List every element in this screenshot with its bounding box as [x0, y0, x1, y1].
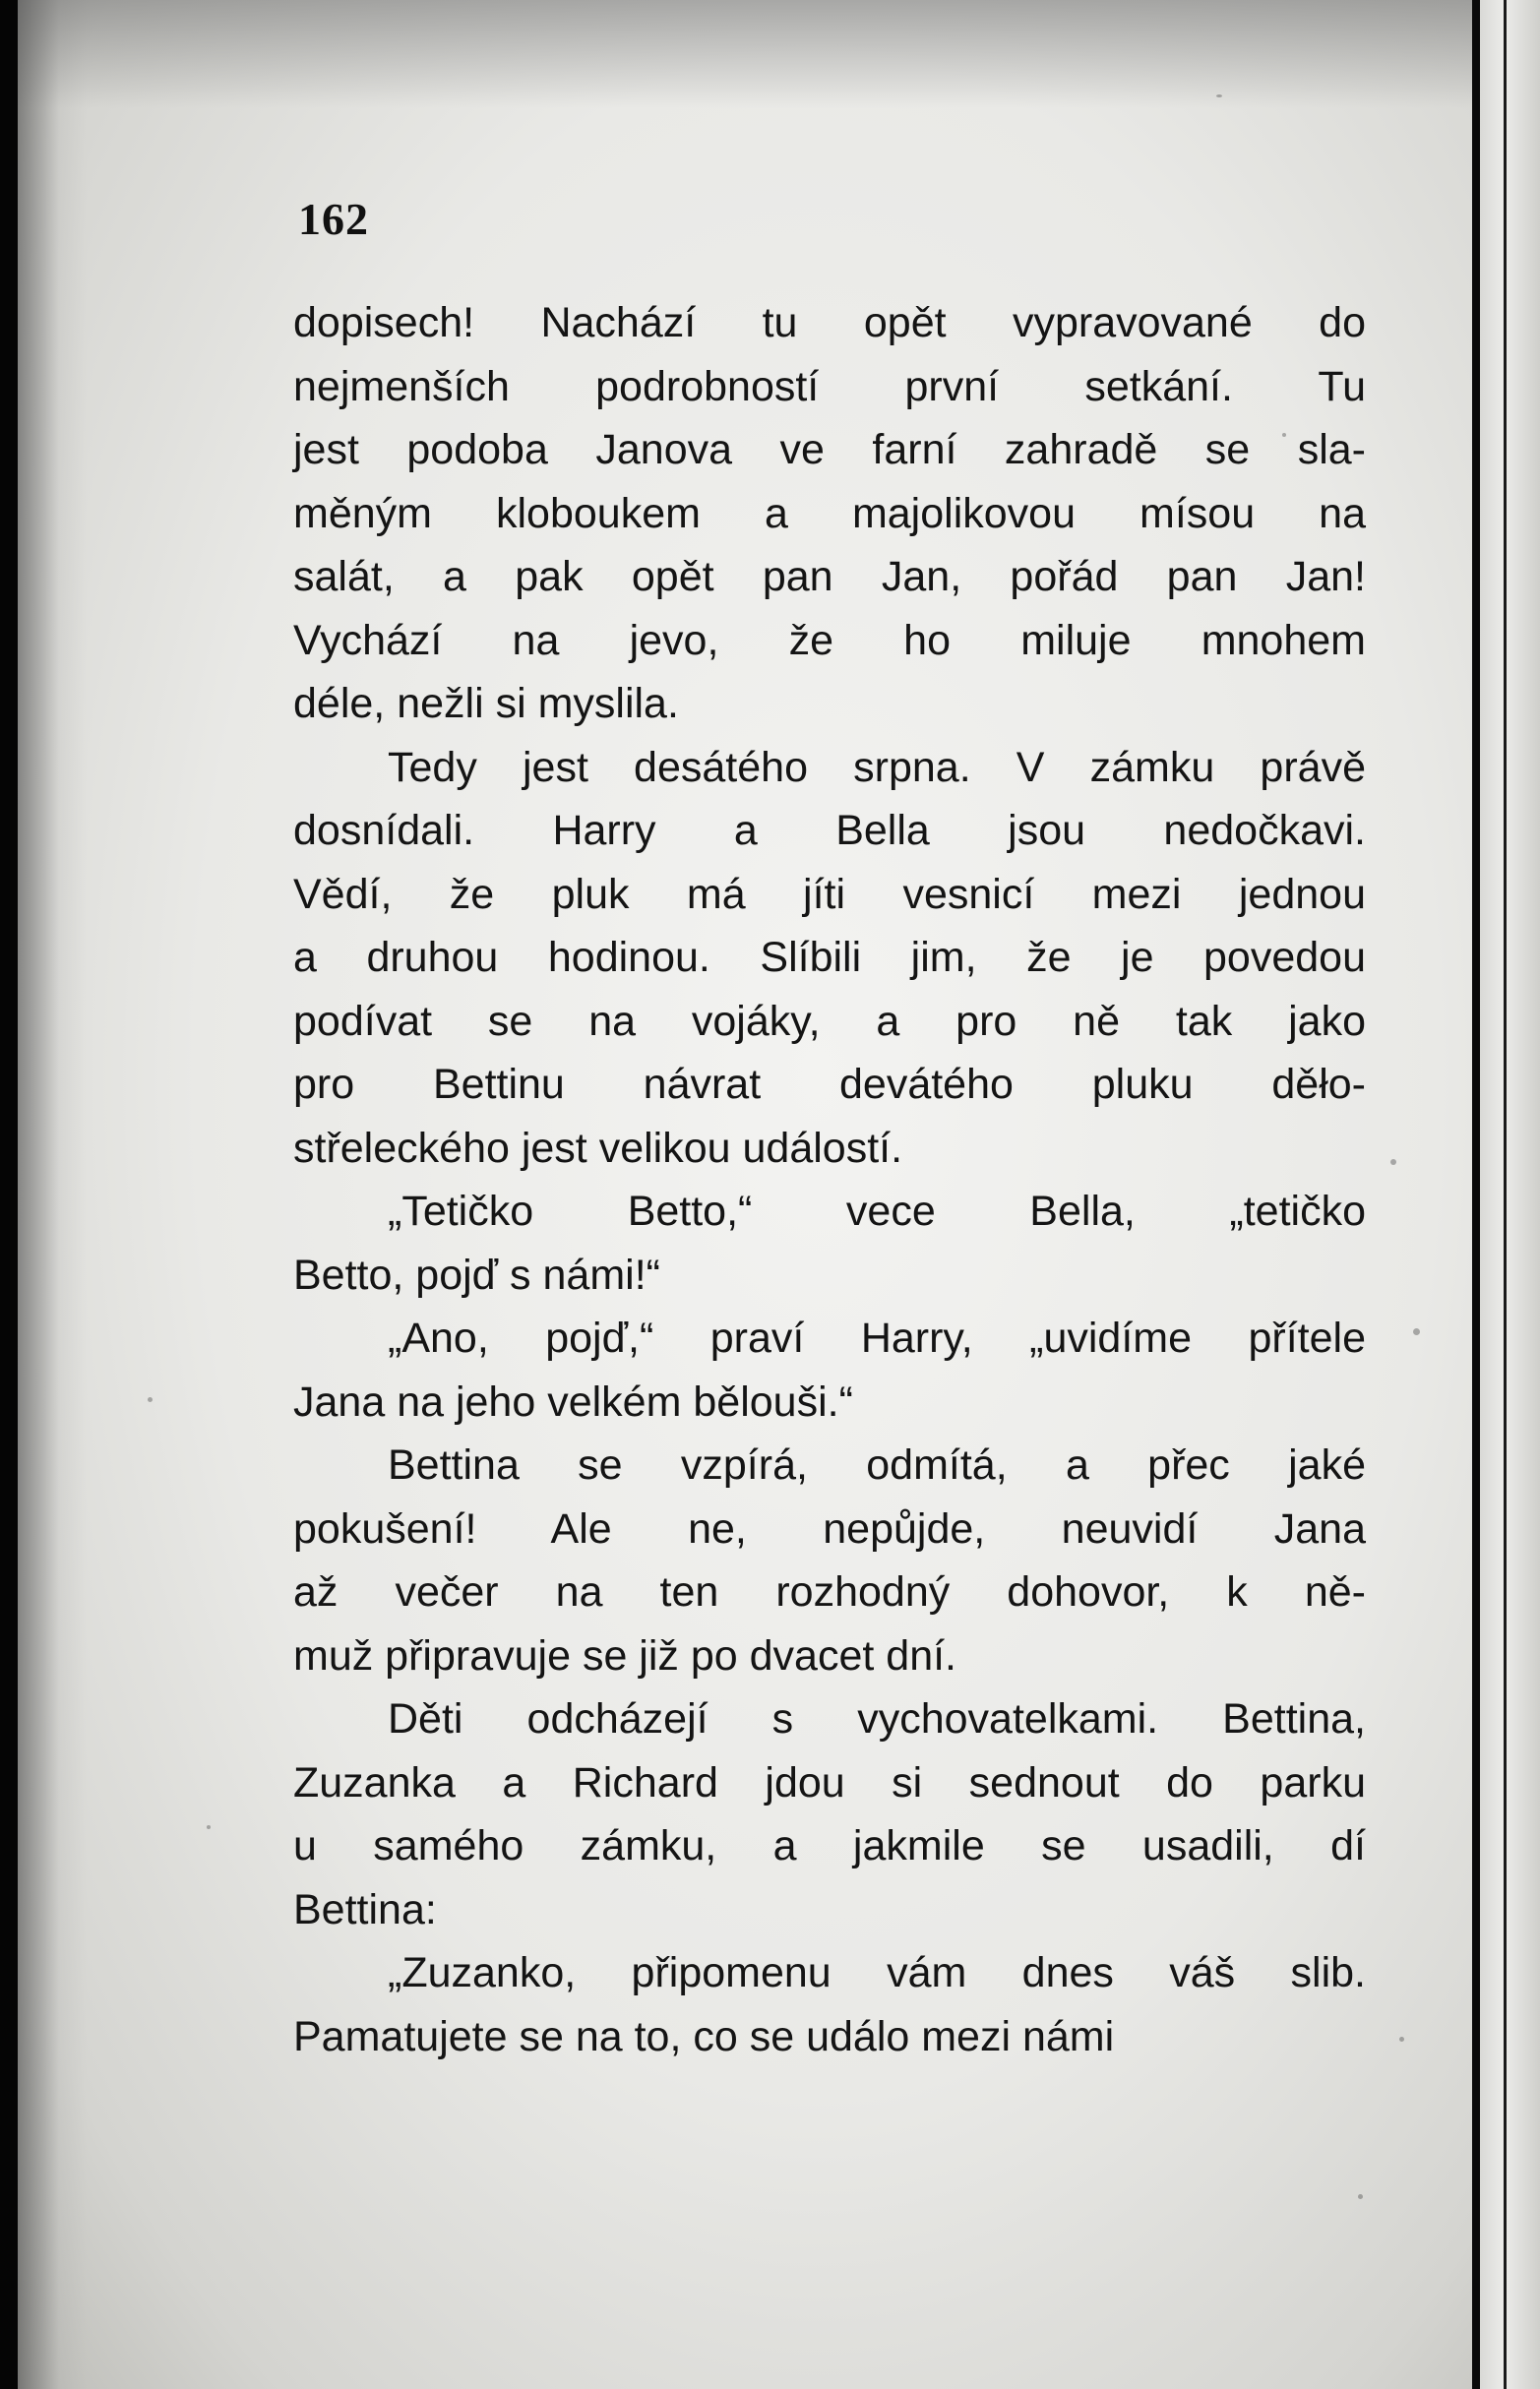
text-line: Bettina: [293, 1885, 437, 1933]
text-line: až večer na ten rozhodný dohovor, k ně- [293, 1568, 1366, 1616]
text-line: pokušení! Ale ne, nepůjde, neuvidí Jana [293, 1504, 1366, 1553]
text-line: dopisech! Nachází tu opět vypravované do [293, 299, 1366, 346]
page-number: 162 [298, 194, 369, 244]
book-spine-gap [1472, 0, 1480, 2389]
text-line: „Ano, pojď,“ praví Harry, „uvidíme přítele [388, 1315, 1366, 1362]
facing-page-edge [1480, 0, 1540, 2389]
text-line: muž připravuje se již po dvacet dní. [293, 1631, 956, 1680]
text-line: „Zuzanko, připomenu vám dnes váš slib. [388, 1949, 1366, 1996]
text-line: dosnídali. Harry a Bella jsou nedočkavi. [293, 807, 1366, 854]
text-line: salát, a pak opět pan Jan, pořád pan Jan! [293, 553, 1366, 600]
text-line: Tedy jest desátého srpna. V zámku právě [388, 743, 1366, 791]
text-line: Bettina se vzpírá, odmítá, a přec jaké [388, 1441, 1366, 1489]
text-line: Zuzanka a Richard jdou si sednout do parku [293, 1758, 1366, 1807]
text-line: a druhou hodinou. Slíbili jim, že je povedou [293, 934, 1366, 981]
text-line: podívat se na vojáky, a pro ně tak jako [293, 997, 1366, 1045]
body-text [293, 291, 1366, 2068]
page-shadow-left [18, 0, 87, 2389]
text-line: pro Bettinu návrat devátého pluku děło- [293, 1061, 1366, 1108]
text-line: u samého zámku, a jakmile se usadili, dí [293, 1822, 1366, 1869]
text-line: Vychází na jevo, že ho miluje mnohem [293, 616, 1366, 664]
text-line: „Tetičko Betto,“ vece Bella, „tetičko [388, 1188, 1366, 1235]
text-line: Děti odcházejí s vychovatelkami. Bettina, [388, 1695, 1366, 1743]
text-line: měným kloboukem a majolikovou mísou na [293, 489, 1366, 537]
facing-page-rule [1504, 0, 1507, 2389]
text-line: Jana na jeho velkém bělouši.“ [293, 1378, 853, 1426]
text-line: střeleckého jest velikou událostí. [293, 1124, 903, 1172]
text-line: déle, nežli si myslila. [293, 680, 679, 727]
page-shadow-top [18, 0, 1472, 108]
text-line: jest podoba Janova ve farní zahradě se sla- [293, 426, 1366, 473]
text-line: Pamatujete se na to, co se událo mezi námi [293, 2012, 1115, 2060]
text-line: nejmenších podrobností první setkání. Tu [293, 362, 1366, 410]
text-line: Vědí, že pluk má jíti vesnicí mezi jednou [293, 870, 1366, 918]
text-line: Betto, pojď s námi!“ [293, 1251, 660, 1299]
